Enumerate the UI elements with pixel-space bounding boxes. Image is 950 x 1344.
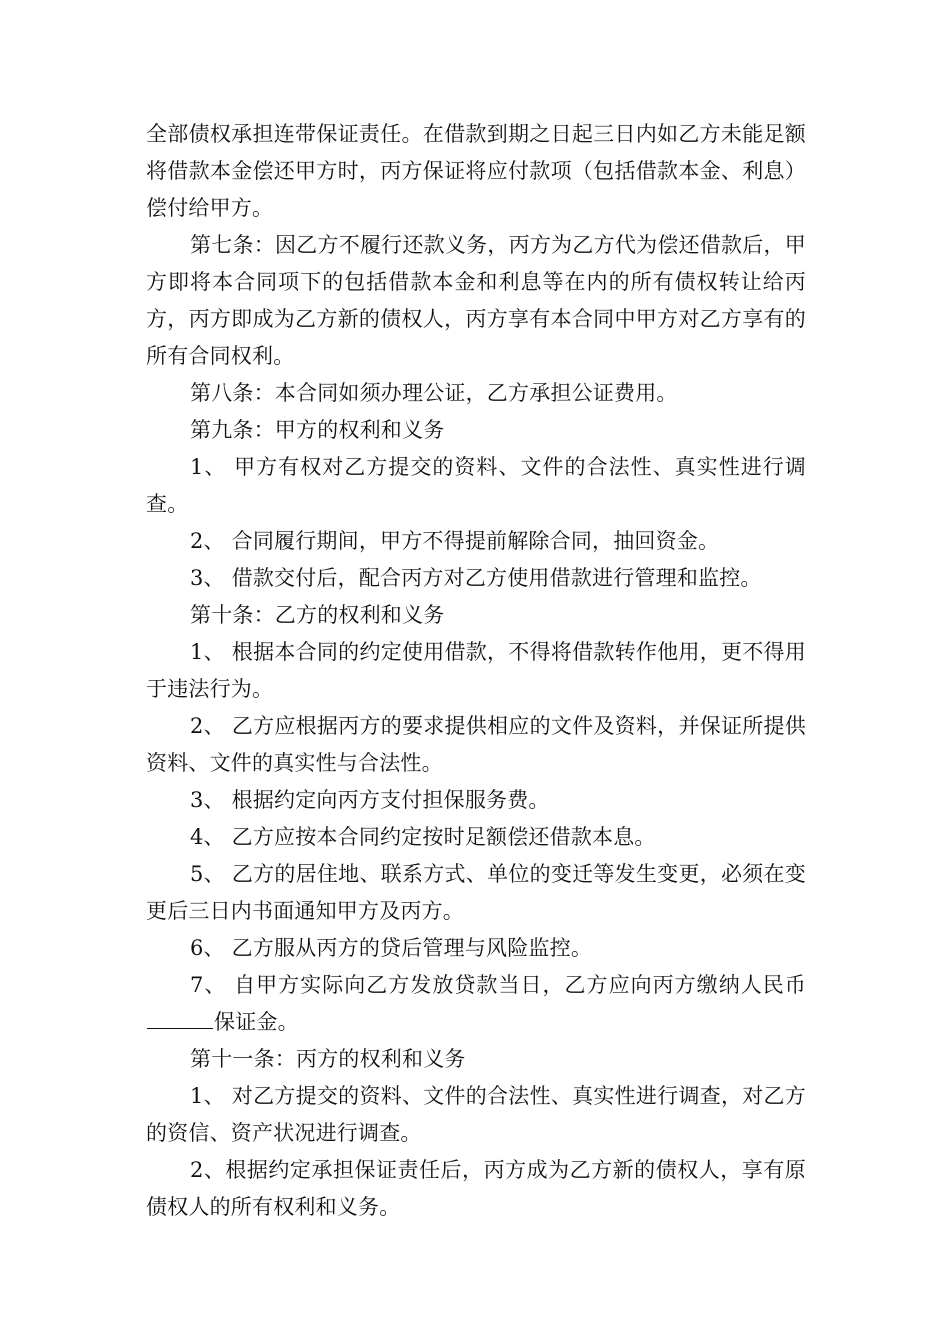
list-item: 2、 乙方应根据丙方的要求提供相应的文件及资料，并保证所提供资料、文件的真实性与合法性。 [146, 714, 806, 775]
article-8-paragraph: 第八条：本合同如须办理公证，乙方承担公证费用。 [190, 381, 678, 405]
deposit-amount-blank [147, 1006, 213, 1029]
list-item: 1、 对乙方提交的资料、文件的合法性、真实性进行调查，对乙方的资信、资产状况进行调查。 [146, 1084, 806, 1145]
list-item: 2、 合同履行期间，甲方不得提前解除合同，抽回资金。 [190, 529, 720, 553]
article-10-heading: 第十条：乙方的权利和义务 [190, 603, 445, 627]
article-9-heading: 第九条：甲方的权利和义务 [190, 418, 445, 442]
article-7-paragraph: 第七条：因乙方不履行还款义务，丙方为乙方代为偿还借款后，甲方即将本合同项下的包括借款本金和利息等在内的所有债权转让给丙方，丙方即成为乙方新的债权人，丙方享有本合同中甲方对乙方享有的所有合同权利。 [146, 233, 806, 368]
list-item: 3、 根据约定向丙方支付担保服务费。 [190, 788, 550, 812]
list-item: 6、 乙方服从丙方的贷后管理与风险监控。 [190, 936, 593, 960]
list-item: 5、 乙方的居住地、联系方式、单位的变迁等发生变更，必须在变更后三日内书面通知甲方及丙方。 [146, 862, 806, 923]
list-item-deposit [146, 967, 806, 1041]
list-item: 1、 甲方有权对乙方提交的资料、文件的合法性、真实性进行调查。 [146, 455, 806, 516]
document-body [146, 116, 806, 1226]
list-item: 3、 借款交付后，配合丙方对乙方使用借款进行管理和监控。 [190, 566, 762, 590]
deposit-text-end: 保证金。 [214, 1010, 299, 1034]
article-11-heading: 第十一条：丙方的权利和义务 [190, 1047, 466, 1071]
deposit-text-start: 7、 自甲方实际向乙方发放贷款当日，乙方应向丙方缴纳人民币 [190, 973, 806, 997]
list-item: 4、 乙方应按本合同约定按时足额偿还借款本息。 [190, 825, 656, 849]
list-item: 2、根据约定承担保证责任后，丙方成为乙方新的债权人，享有原债权人的所有权利和义务。 [146, 1158, 806, 1219]
list-item: 1、 根据本合同的约定使用借款，不得将借款转作他用，更不得用于违法行为。 [146, 640, 806, 701]
paragraph: 全部债权承担连带保证责任。在借款到期之日起三日内如乙方未能足额将借款本金偿还甲方时，丙方保证将应付款项（包括借款本金、利息）偿付给甲方。 [146, 122, 806, 220]
